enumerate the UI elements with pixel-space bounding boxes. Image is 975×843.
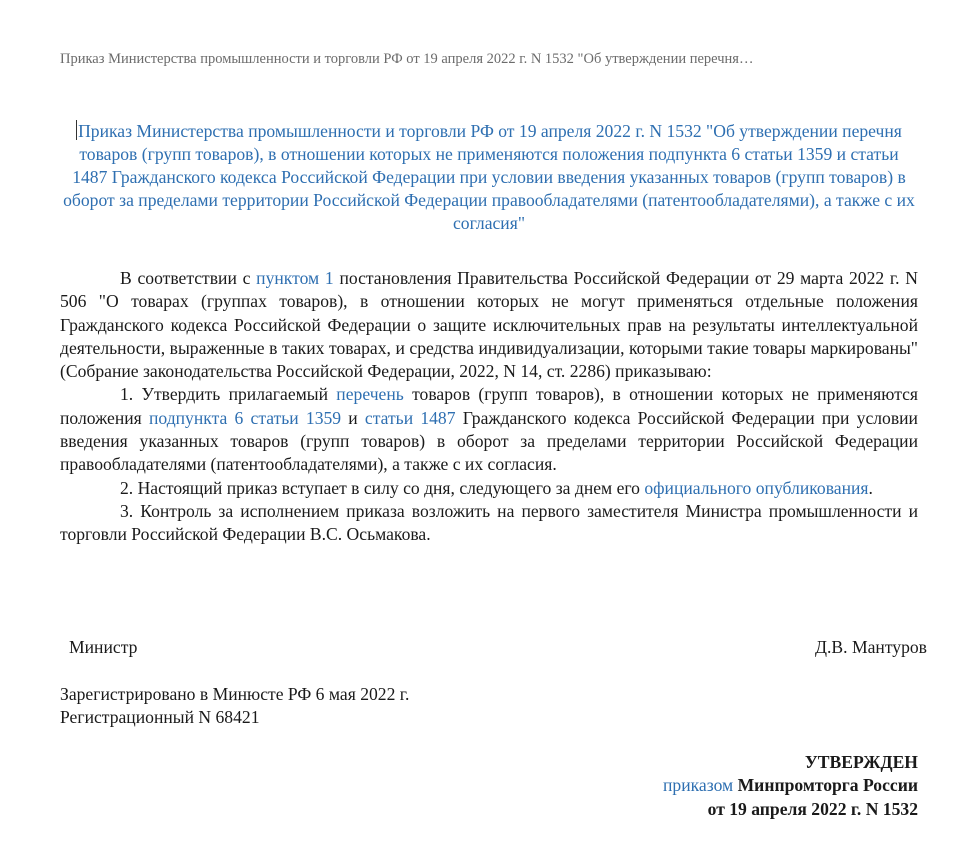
link-perechen[interactable]: перечень [336,384,404,405]
link-prikazom[interactable]: приказом [663,775,734,796]
link-punkt-1[interactable]: пунктом 1 [256,268,334,288]
approval-date: от 19 апреля 2022 г. N 1532 [707,798,918,819]
registration-block [60,683,409,730]
signature-name: Д.В. Мантуров [815,637,927,657]
preamble-text-2: постановления Правительства Российской Федерации от 29 марта 2022 г. N 506 "О товарах (группах товаров), в отношении которых не могут применяться отдельные положения Гражданского кодекса Российской Федерации о защите исключительных прав на результаты интеллектуальной деятельности, выраженные в таких товарах, и средства индивидуализации, которыми такие товары маркированы" (Собрание законодательства Российской Федерации, 2022, N 14, ст. 2286) приказываю: [60,268,918,382]
registration-line-1: Зарегистрировано в Минюсте РФ 6 мая 2022 г. [60,684,410,704]
link-statya-1487[interactable]: статьи 1487 [364,407,456,428]
document-title-text[interactable]: Приказ Министерства промышленности и торговли РФ от 19 апреля 2022 г. N 1532 "Об утверждении перечня товаров (групп товаров), в отношении которых не применяются положения подпункта 6 статьи 1359 и статьи 1487 Гражданского кодекса Российской Федерации при условии введения указанных товаров (групп товаров) в оборот за пределами территории Российской Федерации правообладателями (патентообладателями), а также с их согласия" [63,121,915,233]
approval-org: Минпромторга России [733,775,918,796]
item-2-paragraph [60,477,918,500]
item-1-text-1: 1. Утвердить прилагаемый [120,384,337,405]
item-1-text-4: Гражданского кодекса Российской Федерации при условии введения указанных товаров (групп товаров) в оборот за пределами территории Российской Федерации правообладателями (патентообладателями), а также с их согласия. [60,407,918,475]
document-title-link[interactable] [60,120,918,235]
item-2-text-2: . [868,477,873,498]
document-body [60,267,918,547]
item-2-text-1: 2. Настоящий приказ вступает в силу со дня, следующего за днем его [120,477,645,498]
link-official-publication[interactable]: официального опубликования [644,477,869,498]
item-3-paragraph: 3. Контроль за исполнением приказа возложить на первого заместителя Министра промышленности и торговли Российской Федерации В.С. Осьмакова. [60,500,918,545]
signature-position: Министр [69,637,138,657]
approval-heading: УТВЕРЖДЕН [804,752,918,772]
preamble-paragraph [60,267,918,383]
link-podpunkt-6-statya-1359[interactable]: подпункта 6 статьи 1359 [148,407,342,428]
approval-block [663,751,918,821]
item-1-paragraph [60,383,918,476]
registration-line-2: Регистрационный N 68421 [60,707,260,728]
preamble-text-1: В соответствии с [120,268,257,288]
item-1-text-3: и [341,407,365,428]
running-header: Приказ Министерства промышленности и торговли РФ от 19 апреля 2022 г. N 1532 "Об утверждении перечня… [60,51,754,67]
approval-order-line [663,774,918,797]
item-1-text-2: товаров (групп товаров), в отношении которых не применяются положения [60,384,918,428]
text-cursor [76,120,77,140]
